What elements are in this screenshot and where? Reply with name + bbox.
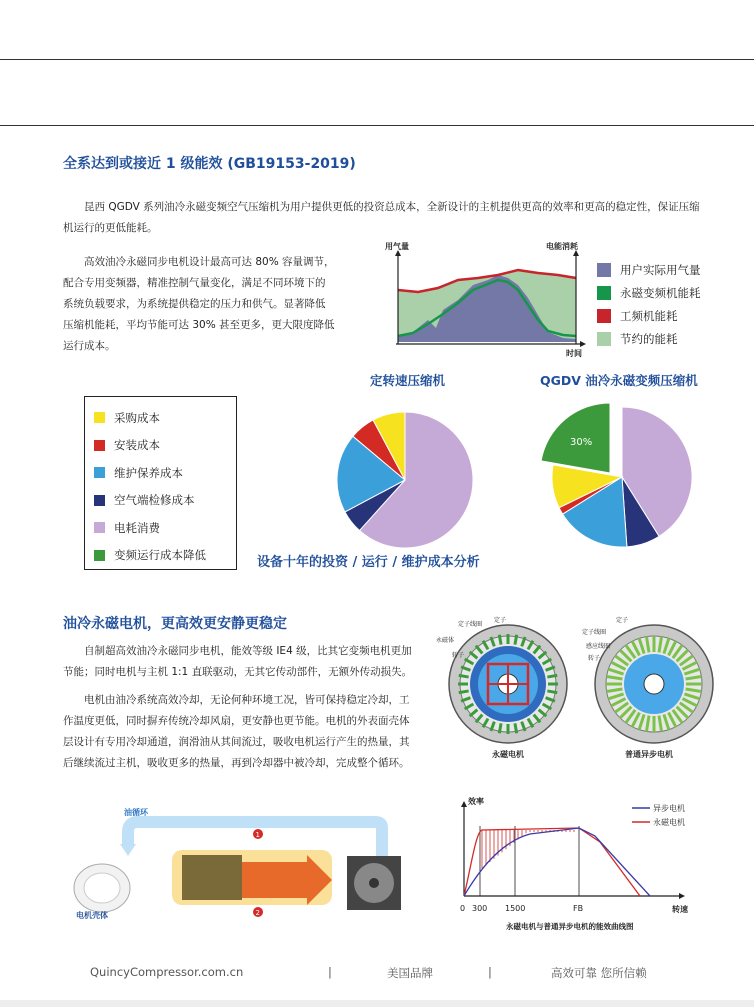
- stator-slot: [547, 675, 557, 677]
- section2-p1: 自制超高效油冷永磁同步电机，能效等级 IE4 级，比其它变频电机更加节能；同时电机与主机 1:1 直联驱动，无其它传动部件，无额外传动损失。: [63, 645, 413, 678]
- async-label-stator: 定子: [616, 617, 629, 624]
- pie-caption: 设备十年的投资 / 运行 / 维护成本分析: [257, 555, 480, 570]
- legend-swatch: [597, 309, 611, 323]
- pie-right: [541, 403, 692, 547]
- legend-label: 工频机能耗: [620, 309, 678, 323]
- legend-label: 安装成本: [114, 438, 160, 453]
- legend-swatch: [94, 522, 105, 533]
- area-chart-right-label: 电能消耗: [546, 242, 578, 251]
- async-motor-curve: [464, 828, 650, 896]
- tick-1500: 1500: [505, 904, 526, 913]
- efficiency-gain-hatch: [482, 830, 574, 868]
- pie-left-title: 定转速压缩机: [370, 373, 446, 388]
- footer-site: QuincyCompressor.com.cn: [90, 965, 244, 979]
- pm-label-rotor: 转子: [452, 652, 465, 659]
- legend-label: 空气端检修成本: [114, 493, 195, 508]
- area-legend-usage: [597, 262, 701, 278]
- cost-legend-maintenance: [94, 459, 236, 487]
- stator-slot: [459, 675, 469, 677]
- section1-intro: [63, 197, 701, 239]
- stator-slot: [515, 635, 517, 645]
- section1-body-text: 高效油冷永磁同步电机设计最高可达 80% 容量调节，配合专用变频器，精准控制气量变化，满足不同环境下的系统负载要求，为系统提供稳定的压力和供气。显著降低压缩机能耗，平均节能可达 30% 甚至更多，更大限度降低运行成本。: [63, 256, 335, 352]
- area-chart-legend: [597, 262, 701, 347]
- pm-label-magnet: 永磁体: [436, 637, 455, 644]
- eff-x-label: 转速: [672, 905, 688, 914]
- tick-fb: FB: [573, 904, 584, 913]
- footer-slogan: 高效可靠 您所信赖: [551, 966, 647, 980]
- legend-swatch: [94, 467, 105, 478]
- header-rule-bottom: [0, 125, 754, 126]
- pie-left: [337, 412, 473, 548]
- efficiency-chart: [450, 792, 700, 932]
- cost-legend-power: [94, 514, 236, 542]
- cost-pies: [330, 395, 740, 555]
- legend-swatch: [597, 286, 611, 300]
- legend-label: 用户实际用气量: [620, 263, 701, 277]
- pm-motor-caption: 永磁电机: [492, 750, 524, 759]
- stator-slot: [499, 635, 501, 645]
- tick-0: 0: [460, 904, 466, 913]
- async-motor-caption: 普通异步电机: [625, 750, 673, 759]
- async-label-stator-coil: 定子线圈: [582, 629, 607, 636]
- footer-sep1: |: [328, 965, 332, 979]
- compressor-body: [182, 855, 242, 900]
- legend-swatch: [94, 412, 105, 423]
- oil-loop-label: 油循环: [124, 808, 148, 817]
- legend-swatch: [597, 263, 611, 277]
- legend-label: 永磁变频机能耗: [620, 286, 701, 300]
- area-chart-left-label: 用气量: [385, 242, 409, 251]
- tick-300: 300: [472, 904, 488, 913]
- cost-legend-vsd-saving: [94, 542, 236, 570]
- pie-right-title: QGDV 油冷永磁变频压缩机: [540, 373, 698, 388]
- section1-body: [63, 252, 335, 357]
- energy-area-chart: [378, 240, 588, 360]
- legend-label: 维护保养成本: [114, 465, 183, 480]
- legend-label: 节约的能耗: [620, 332, 678, 346]
- async-label-induction-coil: 感应线圈: [586, 643, 611, 650]
- area-legend-vsd: [597, 285, 701, 301]
- stator-slot: [547, 691, 557, 693]
- stator-slot: [499, 723, 501, 733]
- savings-label: 30%: [570, 437, 593, 448]
- section2-body: [63, 641, 419, 774]
- legend-label: 变频运行成本降低: [114, 548, 206, 563]
- housing-label: 电机壳体: [76, 911, 108, 920]
- legend-swatch: [597, 332, 611, 346]
- area-legend-saved: [597, 331, 701, 347]
- cost-legend-purchase: [94, 404, 236, 432]
- oil-flow-diagram: [62, 800, 422, 925]
- cost-legend-install: [94, 432, 236, 460]
- footer-brand: 美国品牌: [387, 966, 433, 980]
- marker-2: 2: [255, 909, 260, 917]
- legend-label: 电耗消费: [114, 520, 160, 535]
- eff-caption: 永磁电机与普通异步电机的能效曲线图: [506, 922, 634, 931]
- cost-legend-box: [84, 396, 237, 570]
- section1-title: 全系达到或接近 1 级能效 (GB19153-2019): [63, 156, 356, 172]
- legend-pm: 永磁电机: [653, 818, 685, 827]
- header-rule-top: [0, 59, 754, 60]
- pm-label-stator: 定子: [494, 617, 507, 624]
- async-motor-diagram: [595, 625, 713, 743]
- async-label-rotor: 转子: [588, 655, 601, 662]
- pm-motor-diagram: [449, 625, 567, 743]
- legend-swatch: [94, 550, 105, 561]
- motor-diagrams: [432, 612, 732, 772]
- cost-legend-airend: [94, 487, 236, 515]
- footer-sep2: |: [488, 965, 492, 979]
- pm-label-stator-coil: 定子线圈: [458, 621, 483, 628]
- eff-y-label: 效率: [468, 797, 484, 806]
- stator-slot: [459, 691, 469, 693]
- area-chart-x-label: 时间: [566, 349, 582, 358]
- area-legend-fixed: [597, 308, 701, 324]
- footer-bar: [0, 1000, 754, 1007]
- legend-label: 采购成本: [114, 410, 160, 425]
- section2-title: 油冷永磁电机，更高效更安静更稳定: [63, 616, 287, 632]
- stator-slot: [515, 723, 517, 733]
- legend-swatch: [94, 495, 105, 506]
- marker-1: 1: [255, 831, 260, 839]
- section1-intro-text: 昆西 QGDV 系列油冷永磁变频空气压缩机为用户提供更低的投资总成本，全新设计的主机提供更高的效率和更高的稳定性，保证压缩机运行的更低能耗。: [63, 201, 700, 234]
- legend-async: 异步电机: [653, 804, 685, 813]
- legend-swatch: [94, 440, 105, 451]
- section2-p2: 电机由油冷系统高效冷却，无论何种环境工况，皆可保持稳定冷却，工作温度更低，同时摒弃传统冷却风扇，更安静也更节能。电机的外表面壳体层设计有专用冷却通道，润滑油从其间流过，吸收电机运行产生的热量，其后继续流过主机，吸收更多的热量，再到冷却器中被冷却，完成整个循环。: [63, 694, 410, 769]
